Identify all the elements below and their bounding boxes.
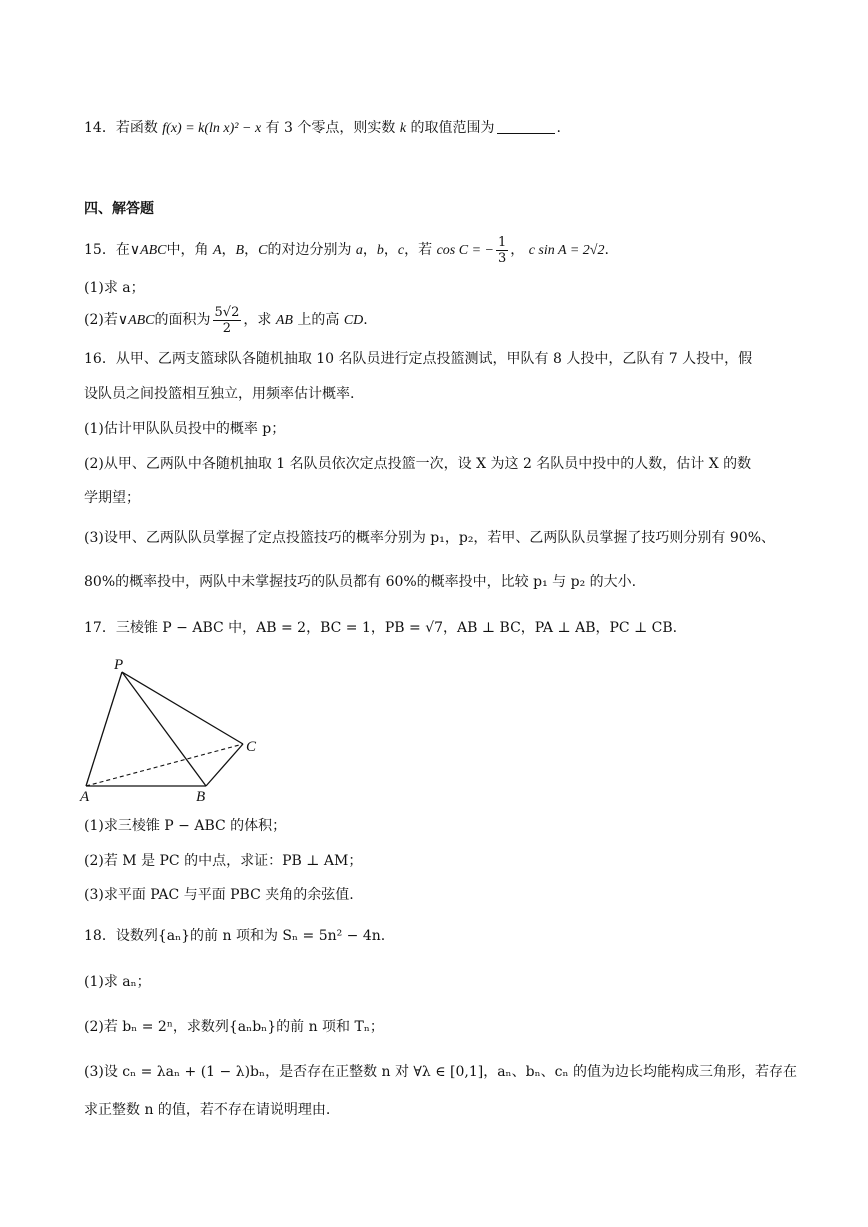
text: 从甲、乙两支篮球队各随机抽取 10 名队员进行定点投篮测试，甲队有 8 人投中，乙队有 7 人投中，假 bbox=[115, 351, 753, 367]
q15-stem: 15．在∨ABC中，角 A，B，C的对边分别为 a，b，c，若 cos C = − $\frac{1}{3}$ ， c sin A = 2√2. bbox=[84, 234, 609, 266]
q16-line1 bbox=[84, 349, 796, 369]
q17-part2: (2)若 M 是 PC 的中点，求证：PB ⊥ AM； bbox=[84, 853, 363, 869]
text: 的对边分别为 bbox=[267, 242, 352, 258]
text: 中，角 bbox=[166, 242, 209, 258]
q15-part2 bbox=[84, 300, 796, 340]
section-heading: 四、解答题 bbox=[84, 201, 154, 217]
q17-stem bbox=[84, 618, 796, 638]
text: 的面积为 bbox=[154, 312, 211, 328]
text: . bbox=[363, 312, 368, 328]
text: ，求 bbox=[243, 312, 272, 328]
q16-part3a: (3)设甲、乙两队队员掌握了定点投篮技巧的概率分别为 p₁，p₂，若甲、乙两队队员掌握了技巧则分别有 90%、 bbox=[84, 530, 775, 546]
label-C: C bbox=[246, 739, 257, 755]
text: . bbox=[556, 120, 561, 136]
q16-part3b: 80%的概率投中，两队中未掌握技巧的队员都有 60%的概率投中，比较 p₁ 与 p₂ 的大小. bbox=[84, 574, 637, 590]
q18-part3b: 求正整数 n 的值，若不存在请说明理由. bbox=[84, 1102, 331, 1118]
variable-k: k bbox=[399, 121, 407, 136]
q16-part1: (1)估计甲队队员投中的概率 p； bbox=[84, 421, 286, 437]
triangle-name: ABC bbox=[140, 243, 167, 258]
fraction: $\frac{1}{3}$ bbox=[497, 234, 507, 266]
label-A: A bbox=[80, 789, 90, 805]
question-number: 16． bbox=[84, 351, 116, 367]
text: 有 3 个零点，则实数 bbox=[265, 120, 396, 136]
function-expression: f(x) = k(ln x)² − x bbox=[162, 121, 262, 136]
segment-cd: CD bbox=[343, 313, 364, 328]
question-number: 14． bbox=[84, 120, 116, 136]
q18-part3a: (3)设 cₙ = λaₙ + (1 − λ)bₙ，是否存在正整数 n 对 ∀λ ∈ [0,1]，aₙ、bₙ、cₙ 的值为边长均能构成三角形，若存在 bbox=[84, 1064, 797, 1080]
q18-part2: (2)若 bₙ = 2ⁿ，求数列{aₙbₙ}的前 n 项和 Tₙ； bbox=[84, 1019, 384, 1035]
q14-line bbox=[84, 118, 796, 139]
question-number: 15． bbox=[84, 242, 116, 258]
q16-part2b: 学期望； bbox=[84, 490, 140, 506]
text: (2)若∨ bbox=[84, 312, 129, 328]
q18-stem bbox=[84, 926, 796, 946]
question-number: 17． bbox=[84, 620, 116, 636]
text: 上的高 bbox=[297, 312, 340, 328]
text: 若函数 bbox=[115, 120, 158, 136]
question-number: 18． bbox=[84, 928, 116, 944]
triangle-name: ABC bbox=[128, 313, 155, 328]
q16-line2: 设队员之间投篮相互独立，用频率估计概率. bbox=[84, 386, 355, 402]
q15-part1: (1)求 a； bbox=[84, 280, 145, 296]
text: 在∨ bbox=[115, 242, 141, 258]
text: 设数列{aₙ}的前 n 项和为 Sₙ = 5n² − 4n. bbox=[115, 928, 386, 944]
q16-part2a: (2)从甲、乙两队中各随机抽取 1 名队员依次定点投篮一次，设 X 为这 2 名队员中投中的人数，估计 X 的数 bbox=[84, 456, 752, 472]
text: ，若 bbox=[404, 242, 433, 258]
q17-part3: (3)求平面 PAC 与平面 PBC 夹角的余弦值. bbox=[84, 887, 354, 903]
text: 三棱锥 P − ABC 中，AB = 2，BC = 1，PB = √7，AB ⊥ BC，PA ⊥ AB，PC ⊥ CB. bbox=[115, 620, 678, 636]
sin-expression: c sin A = 2√2 bbox=[528, 243, 605, 258]
answer-blank[interactable] bbox=[497, 119, 555, 134]
label-B: B bbox=[196, 789, 206, 805]
area-fraction: $\frac{5√2}{2}$ bbox=[214, 304, 240, 336]
q18-part1: (1)求 aₙ； bbox=[84, 974, 151, 990]
tetrahedron-figure bbox=[76, 655, 276, 805]
label-P: P bbox=[114, 657, 124, 673]
cos-expression: cos C = − bbox=[436, 243, 494, 258]
segment-ab: AB bbox=[275, 313, 293, 328]
q17-part1: (1)求三棱锥 P − ABC 的体积； bbox=[84, 818, 287, 834]
text: 的取值范围为 bbox=[410, 120, 495, 136]
